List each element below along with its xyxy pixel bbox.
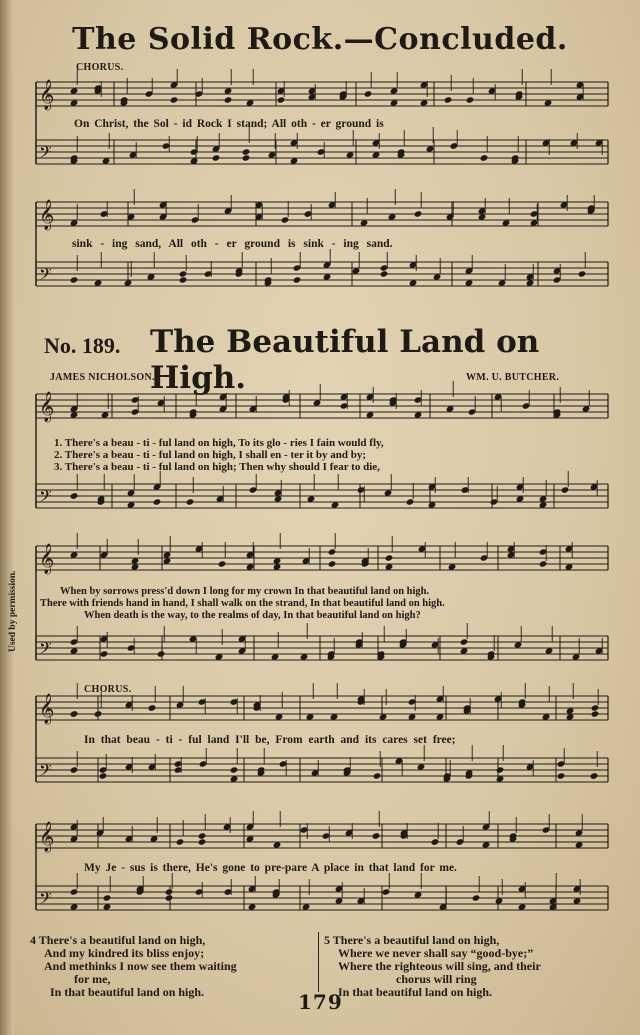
note-head (591, 710, 600, 717)
treble-clef-icon: 𝄞 (39, 822, 55, 852)
stanza-4-line: for me, (74, 972, 111, 986)
note-head (170, 96, 179, 103)
note-head (466, 96, 475, 103)
bass-clef-icon: 𝄢 (39, 142, 52, 166)
note-head (372, 832, 381, 839)
top-lyric-line-2: sink - ing sand, All oth - er ground is sink - ing sand. (72, 238, 393, 250)
note-head (198, 838, 207, 845)
note-head (100, 650, 109, 657)
note-head (157, 650, 166, 657)
note-head (99, 772, 108, 779)
note-head (70, 888, 79, 895)
note-head (591, 704, 600, 711)
note-head (198, 832, 207, 839)
note-head (179, 270, 188, 277)
stanza-4-line: In that beautiful land on high. (50, 985, 205, 999)
verse1-line1: 1. There's a beau - ti - ful land on high, To its glo - ries I fain would fly, (54, 437, 384, 449)
hymn-number: No. 189. (44, 333, 121, 358)
note-head (186, 498, 195, 505)
note-head (153, 498, 162, 505)
stanza-5-line: Where we never shall say “good-bye;” (338, 946, 534, 960)
note-head (328, 560, 337, 567)
verse1-line2: When by sorrows press'd down I long for my crown In that beautiful land on high. (60, 586, 430, 597)
treble-clef-icon: 𝄞 (39, 694, 55, 724)
stanza-4 (30, 934, 237, 999)
permission-note: Used by permission. (8, 570, 18, 652)
stanza-4-line: And methinks I now see them waiting (44, 959, 237, 973)
verse2-line1: 2. There's a beau - ti - ful land on high, I shall en - ter it by and by; (54, 449, 367, 461)
page-number: 179 (298, 990, 343, 1014)
note-head (165, 888, 174, 895)
note-head (472, 894, 481, 901)
hymn-title: The Beautiful Land on High. (150, 324, 540, 396)
note-head (70, 276, 79, 283)
stanza-5-line: 5 There's a beautiful land on high, (324, 933, 500, 947)
note-head (328, 548, 337, 555)
note-head (281, 216, 290, 223)
note-head (212, 154, 221, 161)
note-head (224, 96, 233, 103)
stanza-divider (318, 932, 319, 992)
note-head (590, 772, 599, 779)
note-head (94, 710, 103, 717)
note-head (406, 498, 415, 505)
top-lyric-line-1: On Christ, the Sol - id Rock I stand; All oth - er ground is (74, 118, 384, 130)
note-head (480, 154, 489, 161)
note-head (277, 96, 286, 103)
bass-clef-icon: 𝄢 (39, 264, 52, 288)
note-head (148, 704, 157, 711)
note-head (230, 766, 239, 773)
note-head (70, 710, 79, 717)
note-head (460, 638, 469, 645)
note-head (496, 766, 505, 773)
stanza-4-line: And my kindred its bliss enjoy; (44, 946, 205, 960)
chorus-label: CHORUS. (84, 684, 132, 695)
treble-clef-icon: 𝄞 (39, 80, 55, 110)
verse3-line2: When death is the way, to the realms of day, In that beautiful land on high? (84, 610, 421, 621)
chorus-lyric-line-1: In that beau - ti - ful land I'll be, From earth and its cares set free; (84, 734, 456, 746)
note-head (557, 772, 566, 779)
bass-clef-icon: 𝄢 (39, 888, 52, 912)
note-head (414, 210, 423, 217)
note-head (176, 838, 185, 845)
stanza-4-line: 4 There's a beautiful land on high, (30, 933, 206, 947)
stanza-5-line: chorus will ring (396, 972, 477, 986)
note-head (242, 154, 251, 161)
author-name: JAMES NICHOLSON. (50, 372, 155, 383)
note-head (103, 894, 112, 901)
note-head (380, 270, 389, 277)
note-head (385, 554, 394, 561)
bass-clef-icon: 𝄢 (39, 760, 52, 784)
note-head (218, 560, 227, 567)
stanza-5 (324, 934, 541, 999)
note-head (431, 838, 440, 845)
treble-clef-icon: 𝄞 (39, 200, 55, 230)
note-head (70, 492, 79, 499)
stanza-5-line: In that beautiful land on high. (338, 985, 493, 999)
note-head (165, 894, 174, 901)
top-chorus-label: CHORUS. (76, 62, 124, 73)
stanza-5-line: Where the righteous will sing, and their (338, 959, 541, 973)
verse2-line2: There with friends hand in hand, I shall walk on the strand, In that beautiful land on high. (40, 598, 445, 609)
note-head (561, 486, 570, 493)
composer-name: WM. U. BUTCHER. (466, 372, 560, 383)
note-head (539, 560, 548, 567)
note-head (364, 90, 373, 97)
verse3-line1: 3. There's a beau - ti - ful land on high; Then why should I fear to die, (54, 461, 380, 473)
bass-clef-icon: 𝄢 (39, 638, 52, 662)
note-head (444, 96, 453, 103)
note-head (293, 276, 302, 283)
note-head (242, 148, 251, 155)
note-head (382, 888, 391, 895)
treble-clef-icon: 𝄞 (39, 392, 55, 422)
note-head (70, 766, 79, 773)
note-head (578, 270, 587, 277)
treble-clef-icon: 𝄞 (39, 544, 55, 574)
note-head (373, 772, 382, 779)
chorus-lyric-line-2: My Je - sus is there, He's gone to pre-pare A place in that land for me. (84, 862, 457, 874)
note-head (179, 276, 188, 283)
bass-clef-icon: 𝄢 (39, 486, 52, 510)
solid-rock-title: The Solid Rock.—Concluded. (72, 22, 568, 57)
